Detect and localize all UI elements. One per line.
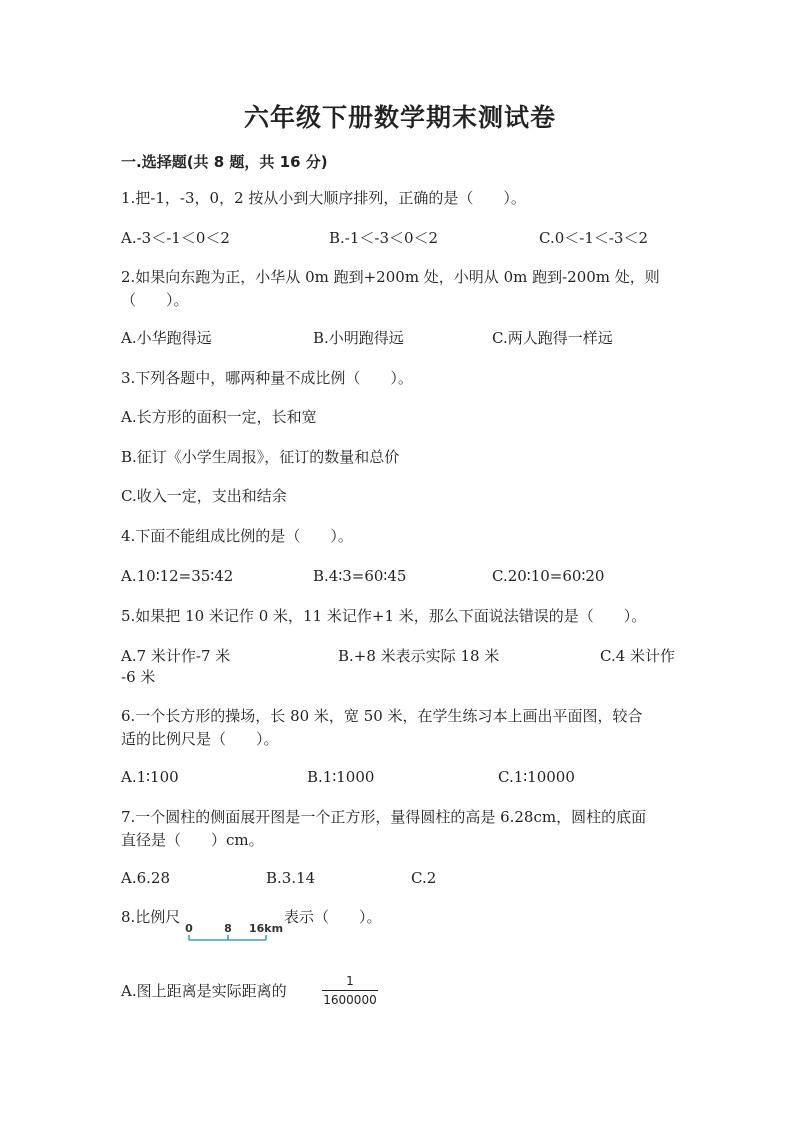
question-4-stem: 4.下面不能组成比例的是（ ）。 bbox=[121, 527, 353, 545]
scale-bar bbox=[186, 921, 286, 945]
scale-label-8: 8 bbox=[224, 922, 232, 935]
question-2-option-a: A.小华跑得远 bbox=[121, 329, 212, 347]
question-6-option-c: C.1∶10000 bbox=[498, 768, 575, 786]
question-4-option-a: A.10∶12=35∶42 bbox=[121, 567, 234, 585]
question-5-option-c: C.4 米计作 bbox=[600, 647, 676, 665]
question-3-stem: 3.下列各题中，哪两种量不成比例（ ）。 bbox=[121, 369, 413, 387]
question-1-stem: 1.把-1，-3，0，2 按从小到大顺序排列，正确的是（ ）。 bbox=[121, 189, 526, 207]
question-5-option-b: B.+8 米表示实际 18 米 bbox=[338, 647, 500, 665]
question-3-option-a: A.长方形的面积一定，长和宽 bbox=[121, 408, 317, 426]
question-4-option-c: C.20∶10=60∶20 bbox=[492, 567, 605, 585]
question-6-option-b: B.1∶1000 bbox=[307, 768, 375, 786]
fraction bbox=[322, 974, 378, 1008]
question-2-stem-line1: 2.如果向东跑为正，小华从 0m 跑到+200m 处，小明从 0m 跑到-200m 处，则 bbox=[121, 268, 660, 286]
question-7-stem-line2: 直径是（ ）cm。 bbox=[121, 831, 264, 849]
question-2-stem-line2: （ ）。 bbox=[121, 291, 189, 309]
fraction-bar bbox=[322, 990, 378, 991]
question-1-option-c: C.0＜-1＜-3＜2 bbox=[539, 229, 649, 247]
question-4-option-b: B.4∶3=60∶45 bbox=[313, 567, 407, 585]
question-7-option-a: A.6.28 bbox=[121, 869, 170, 887]
question-8-stem-suffix: 表示（ ）。 bbox=[284, 908, 382, 926]
question-8-option-a: A.图上距离是实际距离的 bbox=[121, 982, 287, 1000]
scale-label-0: 0 bbox=[185, 922, 193, 935]
page-title: 六年级下册数学期末测试卷 bbox=[243, 103, 556, 132]
question-5-option-c-continued: -6 米 bbox=[121, 668, 156, 686]
question-7-option-b: B.3.14 bbox=[266, 869, 316, 887]
section-heading: 一.选择题(共 8 题，共 16 分) bbox=[121, 153, 328, 171]
question-6-stem-line2: 适的比例尺是（ ）。 bbox=[121, 730, 279, 748]
question-2-option-b: B.小明跑得远 bbox=[313, 329, 404, 347]
fraction-numerator: 1 bbox=[346, 974, 354, 988]
question-5-option-a: A.7 米计作-7 米 bbox=[121, 647, 231, 665]
question-1-option-a: A.-3＜-1＜0＜2 bbox=[121, 229, 230, 247]
question-5-stem: 5.如果把 10 米记作 0 米，11 米记作+1 米，那么下面说法错误的是（ ）。 bbox=[121, 607, 647, 625]
fraction-denominator: 1600000 bbox=[323, 993, 377, 1007]
question-6-option-a: A.1∶100 bbox=[121, 768, 179, 786]
question-3-option-c: C.收入一定，支出和结余 bbox=[121, 487, 287, 505]
question-3-option-b: B.征订《小学生周报》，征订的数量和总价 bbox=[121, 448, 400, 466]
question-8-stem-prefix: 8.比例尺 bbox=[121, 908, 181, 926]
question-6-stem-line1: 6.一个长方形的操场，长 80 米，宽 50 米，在学生练习本上画出平面图，较合 bbox=[121, 707, 643, 725]
question-1-option-b: B.-1＜-3＜0＜2 bbox=[329, 229, 439, 247]
question-7-stem-line1: 7.一个圆柱的侧面展开图是一个正方形，量得圆柱的高是 6.28cm，圆柱的底面 bbox=[121, 808, 647, 826]
question-2-option-c: C.两人跑得一样远 bbox=[492, 329, 613, 347]
scale-label-16km: 16km bbox=[248, 922, 284, 935]
question-7-option-c: C.2 bbox=[411, 869, 437, 887]
